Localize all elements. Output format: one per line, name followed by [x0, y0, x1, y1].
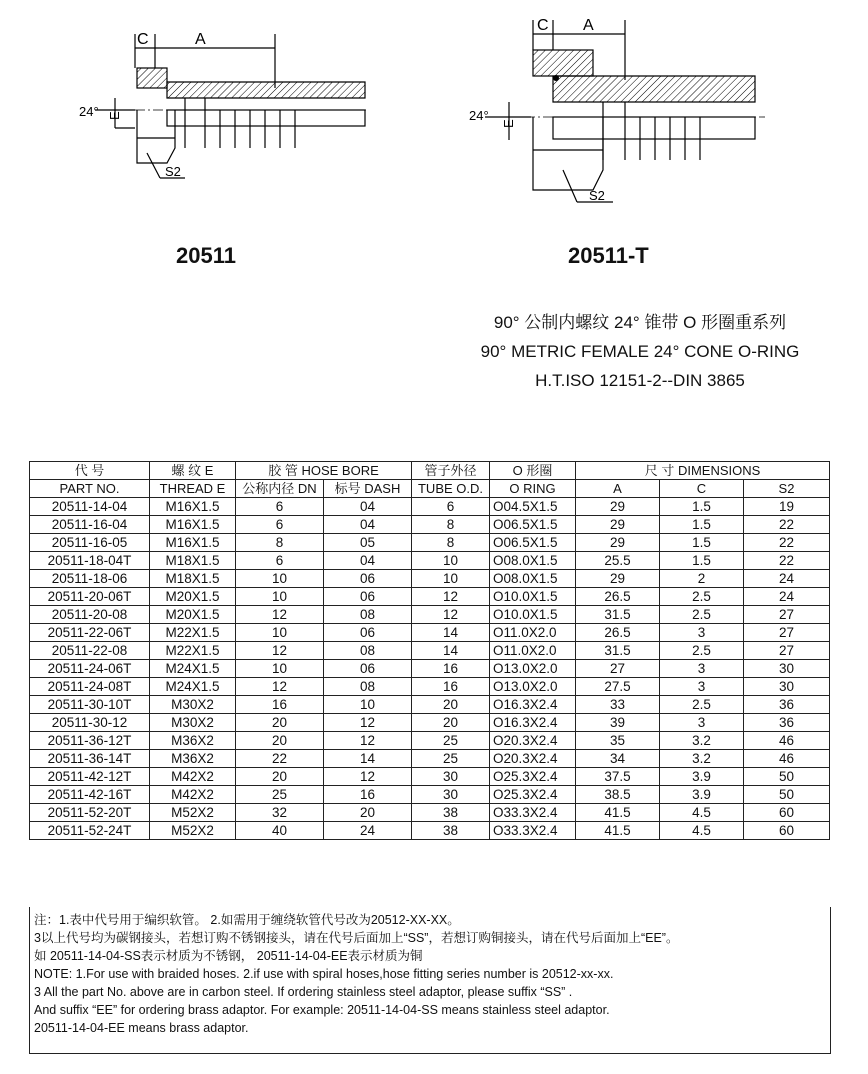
cell-dim-a: 35: [576, 732, 660, 750]
cell-o-ring: O25.3X2.4: [490, 786, 576, 804]
cell-dash: 12: [324, 768, 412, 786]
cell-dim-s2: 46: [744, 750, 830, 768]
table-row: [30, 606, 830, 624]
cell-dim-a: 41.5: [576, 804, 660, 822]
cell-dim-c: 2: [660, 570, 744, 588]
cell-o-ring: O06.5X1.5: [490, 534, 576, 552]
dim-s2-label: S2: [589, 188, 605, 203]
note-line: 注：1.表中代号用于编织软管。 2.如需用于缠绕软管代号改为20512-XX-XX。: [34, 913, 460, 927]
cell-o-ring: O33.3X2.4: [490, 822, 576, 840]
cell-dim-a: 29: [576, 516, 660, 534]
cell-thread: M36X2: [150, 750, 236, 768]
dim-e-label: E: [501, 119, 516, 128]
cell-o-ring: O13.0X2.0: [490, 678, 576, 696]
cell-part-no: 20511-42-16T: [30, 786, 150, 804]
cell-o-ring: O16.3X2.4: [490, 696, 576, 714]
cell-tube-od: 20: [412, 696, 490, 714]
cell-dash: 08: [324, 606, 412, 624]
cell-tube-od: 30: [412, 768, 490, 786]
cell-thread: M42X2: [150, 786, 236, 804]
cell-dim-s2: 30: [744, 660, 830, 678]
header-dn: 公称内径 DN: [236, 480, 324, 498]
table-row: [30, 570, 830, 588]
cell-dim-s2: 22: [744, 552, 830, 570]
header-part: PART NO.: [30, 480, 150, 498]
cell-dim-a: 33: [576, 696, 660, 714]
cell-dash: 12: [324, 732, 412, 750]
cell-o-ring: O10.0X1.5: [490, 588, 576, 606]
angle-label: 24°: [79, 104, 99, 119]
cell-o-ring: O10.0X1.5: [490, 606, 576, 624]
cell-o-ring: O20.3X2.4: [490, 750, 576, 768]
cell-dn: 6: [236, 552, 324, 570]
cell-tube-od: 10: [412, 570, 490, 588]
cell-dim-a: 27: [576, 660, 660, 678]
table-row: [30, 714, 830, 732]
cell-dim-s2: 50: [744, 786, 830, 804]
cell-dim-s2: 19: [744, 498, 830, 516]
cell-o-ring: O20.3X2.4: [490, 732, 576, 750]
cell-dim-a: 37.5: [576, 768, 660, 786]
table-row: [30, 804, 830, 822]
cell-part-no: 20511-36-14T: [30, 750, 150, 768]
cell-dim-a: 26.5: [576, 588, 660, 606]
cell-dim-s2: 27: [744, 642, 830, 660]
cell-part-no: 20511-52-24T: [30, 822, 150, 840]
cell-dn: 10: [236, 660, 324, 678]
table-row: [30, 642, 830, 660]
table-row: [30, 696, 830, 714]
cell-dash: 04: [324, 516, 412, 534]
cell-dn: 20: [236, 768, 324, 786]
model-label-20511-T: 20511-T: [568, 243, 649, 268]
cell-part-no: 20511-16-05: [30, 534, 150, 552]
header-tube: TUBE O.D.: [412, 480, 490, 498]
cell-dim-c: 1.5: [660, 498, 744, 516]
cell-dim-a: 31.5: [576, 642, 660, 660]
cell-dn: 16: [236, 696, 324, 714]
cell-dn: 12: [236, 642, 324, 660]
table-row: [30, 768, 830, 786]
cell-dim-c: 3: [660, 660, 744, 678]
cell-dn: 12: [236, 678, 324, 696]
cell-dn: 10: [236, 570, 324, 588]
header-thread: THREAD E: [150, 480, 236, 498]
cell-dn: 6: [236, 498, 324, 516]
table-row: [30, 552, 830, 570]
cell-tube-od: 8: [412, 516, 490, 534]
cell-part-no: 20511-30-10T: [30, 696, 150, 714]
cell-thread: M30X2: [150, 714, 236, 732]
cell-dim-a: 31.5: [576, 606, 660, 624]
header-c: C: [660, 480, 744, 498]
cell-thread: M20X1.5: [150, 588, 236, 606]
cell-dim-a: 34: [576, 750, 660, 768]
cell-tube-od: 8: [412, 534, 490, 552]
header-oring-cn: O 形圈: [490, 462, 576, 480]
cell-tube-od: 20: [412, 714, 490, 732]
cell-dash: 12: [324, 714, 412, 732]
spec-table: [29, 461, 830, 840]
cell-dim-a: 41.5: [576, 822, 660, 840]
cell-tube-od: 38: [412, 822, 490, 840]
header-dash: 标号 DASH: [324, 480, 412, 498]
cell-dn: 10: [236, 624, 324, 642]
angle-label: 24°: [469, 108, 489, 123]
cell-tube-od: 12: [412, 588, 490, 606]
header-dimensions: 尺 寸 DIMENSIONS: [576, 462, 830, 480]
cell-dim-a: 26.5: [576, 624, 660, 642]
cell-part-no: 20511-24-08T: [30, 678, 150, 696]
cell-dim-c: 3.2: [660, 732, 744, 750]
cell-dn: 25: [236, 786, 324, 804]
cell-dim-s2: 22: [744, 534, 830, 552]
cell-tube-od: 14: [412, 642, 490, 660]
title-standard: H.T.ISO 12151-2--DIN 3865: [535, 371, 745, 390]
fitting-drawing-20511: [75, 28, 375, 188]
cell-dim-c: 3: [660, 714, 744, 732]
cell-o-ring: O11.0X2.0: [490, 624, 576, 642]
cell-dash: 06: [324, 660, 412, 678]
note-line: 3 All the part No. above are in carbon steel. If ordering stainless steel adaptor, please suffix “SS” .: [34, 985, 573, 999]
cell-part-no: 20511-30-12: [30, 714, 150, 732]
header-a: A: [576, 480, 660, 498]
dim-c-label: C: [137, 31, 149, 48]
cell-dn: 22: [236, 750, 324, 768]
cell-tube-od: 25: [412, 750, 490, 768]
title-block: [430, 308, 850, 395]
table-row: [30, 534, 830, 552]
cell-dim-s2: 30: [744, 678, 830, 696]
cell-thread: M30X2: [150, 696, 236, 714]
cell-thread: M22X1.5: [150, 624, 236, 642]
cell-dim-a: 27.5: [576, 678, 660, 696]
cell-thread: M24X1.5: [150, 660, 236, 678]
note-line: 20511-14-04-EE means brass adaptor.: [34, 1021, 249, 1035]
cell-dim-c: 1.5: [660, 534, 744, 552]
table-row: [30, 786, 830, 804]
cell-tube-od: 10: [412, 552, 490, 570]
header-tube-cn: 管子外径: [412, 462, 490, 480]
cell-dim-s2: 24: [744, 588, 830, 606]
cell-dash: 06: [324, 570, 412, 588]
cell-dim-a: 39: [576, 714, 660, 732]
cell-dim-s2: 60: [744, 822, 830, 840]
table-row: [30, 822, 830, 840]
cell-dim-c: 3: [660, 678, 744, 696]
cell-dn: 12: [236, 606, 324, 624]
cell-o-ring: O06.5X1.5: [490, 516, 576, 534]
note-line: 3以上代号均为碳钢接头，若想订购不锈钢接头，请在代号后面加上“SS”，若想订购铜接头，请在代号后面加上“EE”。: [34, 931, 679, 945]
cell-thread: M42X2: [150, 768, 236, 786]
cell-dash: 20: [324, 804, 412, 822]
cell-dash: 06: [324, 624, 412, 642]
cell-part-no: 20511-14-04: [30, 498, 150, 516]
cell-tube-od: 6: [412, 498, 490, 516]
cell-part-no: 20511-18-04T: [30, 552, 150, 570]
cell-dim-s2: 46: [744, 732, 830, 750]
cell-thread: M24X1.5: [150, 678, 236, 696]
cell-dim-s2: 50: [744, 768, 830, 786]
cell-tube-od: 16: [412, 678, 490, 696]
cell-tube-od: 16: [412, 660, 490, 678]
fitting-drawing-20511-T: [465, 10, 785, 220]
cell-dim-a: 38.5: [576, 786, 660, 804]
cell-dash: 24: [324, 822, 412, 840]
cell-dim-c: 2.5: [660, 642, 744, 660]
title-en: 90° METRIC FEMALE 24° CONE O-RING: [480, 342, 800, 361]
cell-dash: 08: [324, 678, 412, 696]
cell-dim-s2: 27: [744, 624, 830, 642]
table-row: [30, 516, 830, 534]
dim-a-label: A: [195, 31, 206, 48]
cell-dim-s2: 60: [744, 804, 830, 822]
cell-thread: M16X1.5: [150, 516, 236, 534]
cell-dn: 32: [236, 804, 324, 822]
cell-dn: 20: [236, 714, 324, 732]
cell-part-no: 20511-42-12T: [30, 768, 150, 786]
header-thread-cn: 螺 纹 E: [150, 462, 236, 480]
header-row-1: [30, 462, 830, 480]
cell-dim-a: 25.5: [576, 552, 660, 570]
cell-part-no: 20511-52-20T: [30, 804, 150, 822]
cell-dn: 8: [236, 534, 324, 552]
cell-part-no: 20511-22-08: [30, 642, 150, 660]
cell-dim-c: 2.5: [660, 588, 744, 606]
cell-o-ring: O04.5X1.5: [490, 498, 576, 516]
cell-dim-s2: 24: [744, 570, 830, 588]
cell-thread: M18X1.5: [150, 552, 236, 570]
dim-s2-label: S2: [165, 164, 181, 179]
title-cn: 90° 公制内螺纹 24° 锥带 O 形圈重系列: [493, 313, 787, 332]
cell-dim-c: 2.5: [660, 696, 744, 714]
cell-part-no: 20511-36-12T: [30, 732, 150, 750]
cell-dim-s2: 36: [744, 714, 830, 732]
cell-thread: M18X1.5: [150, 570, 236, 588]
cell-tube-od: 38: [412, 804, 490, 822]
cell-o-ring: O13.0X2.0: [490, 660, 576, 678]
cell-thread: M16X1.5: [150, 498, 236, 516]
cell-dim-c: 3: [660, 624, 744, 642]
cell-part-no: 20511-16-04: [30, 516, 150, 534]
cell-o-ring: O25.3X2.4: [490, 768, 576, 786]
cell-dim-c: 1.5: [660, 552, 744, 570]
cell-thread: M52X2: [150, 804, 236, 822]
cell-dim-c: 3.9: [660, 768, 744, 786]
cell-o-ring: O08.0X1.5: [490, 570, 576, 588]
cell-o-ring: O08.0X1.5: [490, 552, 576, 570]
cell-part-no: 20511-20-08: [30, 606, 150, 624]
cell-dim-c: 4.5: [660, 822, 744, 840]
model-label-20511: 20511: [176, 243, 236, 268]
cell-o-ring: O11.0X2.0: [490, 642, 576, 660]
cell-thread: M36X2: [150, 732, 236, 750]
cell-dim-s2: 27: [744, 606, 830, 624]
header-oring: O RING: [490, 480, 576, 498]
cell-dim-c: 2.5: [660, 606, 744, 624]
cell-dim-a: 29: [576, 498, 660, 516]
cell-dim-s2: 22: [744, 516, 830, 534]
cell-dn: 6: [236, 516, 324, 534]
table-row: [30, 498, 830, 516]
cell-dn: 40: [236, 822, 324, 840]
cell-dash: 06: [324, 588, 412, 606]
cell-o-ring: O16.3X2.4: [490, 714, 576, 732]
cell-dn: 20: [236, 732, 324, 750]
cell-tube-od: 25: [412, 732, 490, 750]
table-row: [30, 678, 830, 696]
dim-a-label: A: [583, 17, 594, 34]
cell-part-no: 20511-22-06T: [30, 624, 150, 642]
table-row: [30, 624, 830, 642]
note-line: And suffix “EE” for ordering brass adaptor. For example: 20511-14-04-SS means stainless steel adaptor.: [34, 1003, 610, 1017]
cell-tube-od: 30: [412, 786, 490, 804]
cell-dim-c: 1.5: [660, 516, 744, 534]
cell-dn: 10: [236, 588, 324, 606]
table-row: [30, 732, 830, 750]
cell-o-ring: O33.3X2.4: [490, 804, 576, 822]
header-hose-bore: 胶 管 HOSE BORE: [236, 462, 412, 480]
cell-dim-c: 4.5: [660, 804, 744, 822]
cell-dash: 04: [324, 498, 412, 516]
header-s2: S2: [744, 480, 830, 498]
cell-part-no: 20511-18-06: [30, 570, 150, 588]
dim-e-label: E: [107, 111, 122, 120]
cell-tube-od: 12: [412, 606, 490, 624]
note-line: 如 20511-14-04-SS表示材质为不锈钢， 20511-14-04-EE表示材质为铜: [34, 949, 423, 963]
cell-dash: 08: [324, 642, 412, 660]
header-row-2: [30, 480, 830, 498]
notes-box: [29, 907, 831, 1054]
cell-dim-a: 29: [576, 534, 660, 552]
cell-thread: M52X2: [150, 822, 236, 840]
cell-thread: M20X1.5: [150, 606, 236, 624]
cell-thread: M16X1.5: [150, 534, 236, 552]
cell-tube-od: 14: [412, 624, 490, 642]
table-row: [30, 750, 830, 768]
cell-dim-a: 29: [576, 570, 660, 588]
cell-dash: 14: [324, 750, 412, 768]
cell-part-no: 20511-20-06T: [30, 588, 150, 606]
header-part-cn: 代 号: [30, 462, 150, 480]
cell-thread: M22X1.5: [150, 642, 236, 660]
table-row: [30, 588, 830, 606]
cell-dim-s2: 36: [744, 696, 830, 714]
note-line: NOTE: 1.For use with braided hoses. 2.if use with spiral hoses,hose fitting series number is 20512-xx-xx.: [34, 967, 614, 981]
cell-dash: 05: [324, 534, 412, 552]
cell-dim-c: 3.2: [660, 750, 744, 768]
cell-dash: 04: [324, 552, 412, 570]
cell-dim-c: 3.9: [660, 786, 744, 804]
cell-part-no: 20511-24-06T: [30, 660, 150, 678]
table-row: [30, 660, 830, 678]
dim-c-label: C: [537, 17, 549, 34]
cell-dash: 16: [324, 786, 412, 804]
cell-dash: 10: [324, 696, 412, 714]
